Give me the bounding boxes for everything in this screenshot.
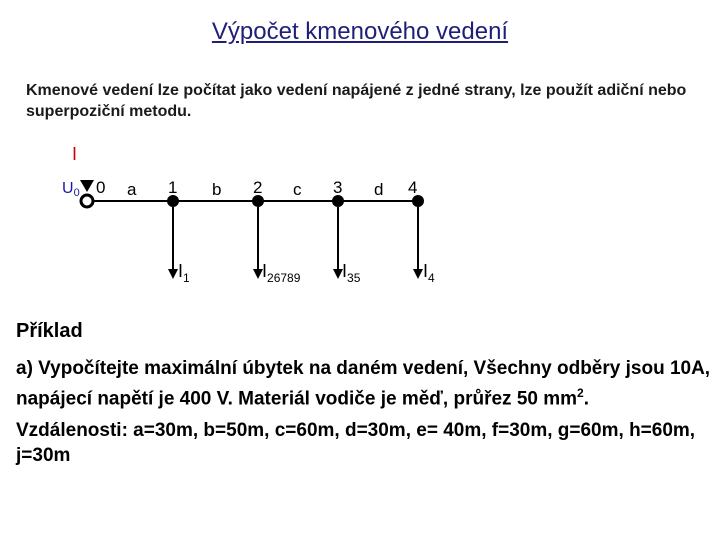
node-label-3: 3 bbox=[333, 178, 343, 197]
load-label-4: $I_4$ bbox=[423, 261, 435, 285]
load-label-2: $I_{26789}$ bbox=[262, 261, 301, 285]
segment-label-d: d bbox=[374, 180, 384, 199]
source-node bbox=[81, 195, 93, 207]
node-label-0: 0 bbox=[96, 178, 106, 197]
feed-arrow bbox=[80, 180, 94, 192]
page-title: Výpočet kmenového vedení bbox=[211, 18, 509, 45]
intro-text: Kmenové vedení lze počítat jako vedení napájené z jedné strany, lze použít adiční nebo superpoziční metodu. bbox=[26, 82, 687, 120]
example-task-a bbox=[16, 356, 716, 411]
segment-label-c: c bbox=[293, 180, 302, 199]
task-a-superscript: 2 bbox=[577, 386, 584, 400]
task-a-text: a) Vypočítejte maximální úbytek na daném vedení, Všechny odběry jsou 10A, napájecí napětí je 400 V. Materiál vodiče je měď, průřez 50 mm bbox=[16, 358, 711, 410]
example-distances: Vzdálenosti: a=30m, b=50m, c=60m, d=30m, e= 40m, f=30m, g=60m, h=60m, j=30m bbox=[16, 420, 696, 466]
source-voltage-label: U0 bbox=[62, 180, 80, 199]
node-label-1: 1 bbox=[168, 178, 178, 197]
node-label-4: 4 bbox=[408, 178, 418, 197]
segment-label-a: a bbox=[127, 180, 137, 199]
example-heading: Příklad bbox=[16, 320, 83, 342]
node-label-2: 2 bbox=[253, 178, 263, 197]
segment-label-b: b bbox=[212, 180, 222, 199]
trunk-line-diagram bbox=[0, 140, 720, 300]
task-a-end: . bbox=[583, 388, 590, 410]
load-label-1: $I_1$ bbox=[178, 261, 190, 285]
load-label-3: $I_{35}$ bbox=[342, 261, 361, 285]
feed-current-label: I bbox=[72, 144, 78, 164]
